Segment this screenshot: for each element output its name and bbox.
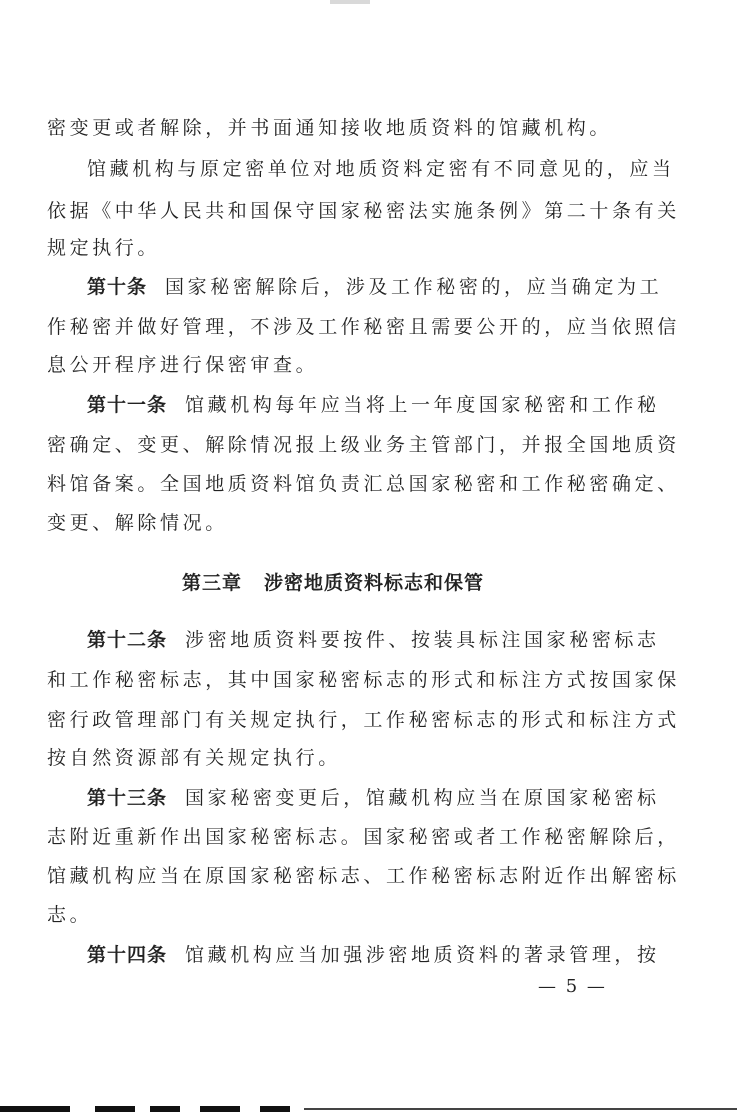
paragraph-line: 馆藏机构应当在原国家秘密标志、工作秘密标志附近作出解密标 <box>47 865 680 887</box>
article-10 <box>87 275 662 299</box>
scan-edge-mark <box>260 1106 290 1112</box>
page-number: — 5 — <box>538 976 607 997</box>
scan-edge-mark <box>0 1106 70 1112</box>
article-text: 国家秘密变更后，馆藏机构应当在原国家秘密标 <box>185 787 660 809</box>
article-title: 第十四条 <box>87 944 168 966</box>
scan-edge-mark <box>95 1106 135 1112</box>
paragraph-line: 料馆备案。全国地质资料馆负责汇总国家秘密和工作秘密确定、 <box>47 473 680 495</box>
article-text: 涉密地质资料要按件、按装具标注国家秘密标志 <box>185 629 660 651</box>
paragraph-line: 息公开程序进行保密审查。 <box>47 354 319 376</box>
chapter-number: 第三章 <box>182 572 243 594</box>
scan-mark <box>330 0 370 4</box>
article-text: 馆藏机构应当加强涉密地质资料的著录管理，按 <box>185 944 660 966</box>
paragraph-line: 馆藏机构与原定密单位对地质资料定密有不同意见的，应当 <box>87 158 675 180</box>
paragraph-line: 和工作秘密标志，其中国家秘密标志的形式和标注方式按国家保 <box>47 669 680 691</box>
scan-edge-mark <box>200 1106 240 1112</box>
paragraph-line: 志附近重新作出国家秘密标志。国家秘密或者工作秘密解除后， <box>47 826 680 848</box>
article-text: 国家秘密解除后，涉及工作秘密的，应当确定为工 <box>165 276 663 298</box>
paragraph-line: 作秘密并做好管理，不涉及工作秘密且需要公开的，应当依照信 <box>47 316 680 338</box>
article-title: 第十一条 <box>87 394 168 416</box>
article-12 <box>87 628 660 652</box>
article-11 <box>87 393 660 417</box>
scan-edge-line <box>304 1108 737 1110</box>
paragraph-line: 变更、解除情况。 <box>47 512 228 534</box>
article-title: 第十条 <box>87 276 148 298</box>
paragraph-line: 志。 <box>47 904 93 926</box>
article-text: 馆藏机构每年应当将上一年度国家秘密和工作秘 <box>185 394 660 416</box>
paragraph-line: 密确定、变更、解除情况报上级业务主管部门，并报全国地质资 <box>47 434 680 456</box>
article-14 <box>87 943 660 967</box>
scan-edge-mark <box>150 1106 180 1112</box>
chapter-title: 涉密地质资料标志和保管 <box>264 572 485 594</box>
article-title: 第十二条 <box>87 629 168 651</box>
article-13 <box>87 786 660 810</box>
paragraph-line: 规定执行。 <box>47 237 161 259</box>
paragraph-line: 密变更或者解除，并书面通知接收地质资料的馆藏机构。 <box>47 117 613 139</box>
paragraph-line: 密行政管理部门有关规定执行，工作秘密标志的形式和标注方式 <box>47 709 680 731</box>
chapter-heading <box>182 568 484 595</box>
paragraph-line: 依据《中华人民共和国保守国家秘密法实施条例》第二十条有关 <box>47 200 680 222</box>
paragraph-line: 按自然资源部有关规定执行。 <box>47 747 341 769</box>
article-title: 第十三条 <box>87 787 168 809</box>
